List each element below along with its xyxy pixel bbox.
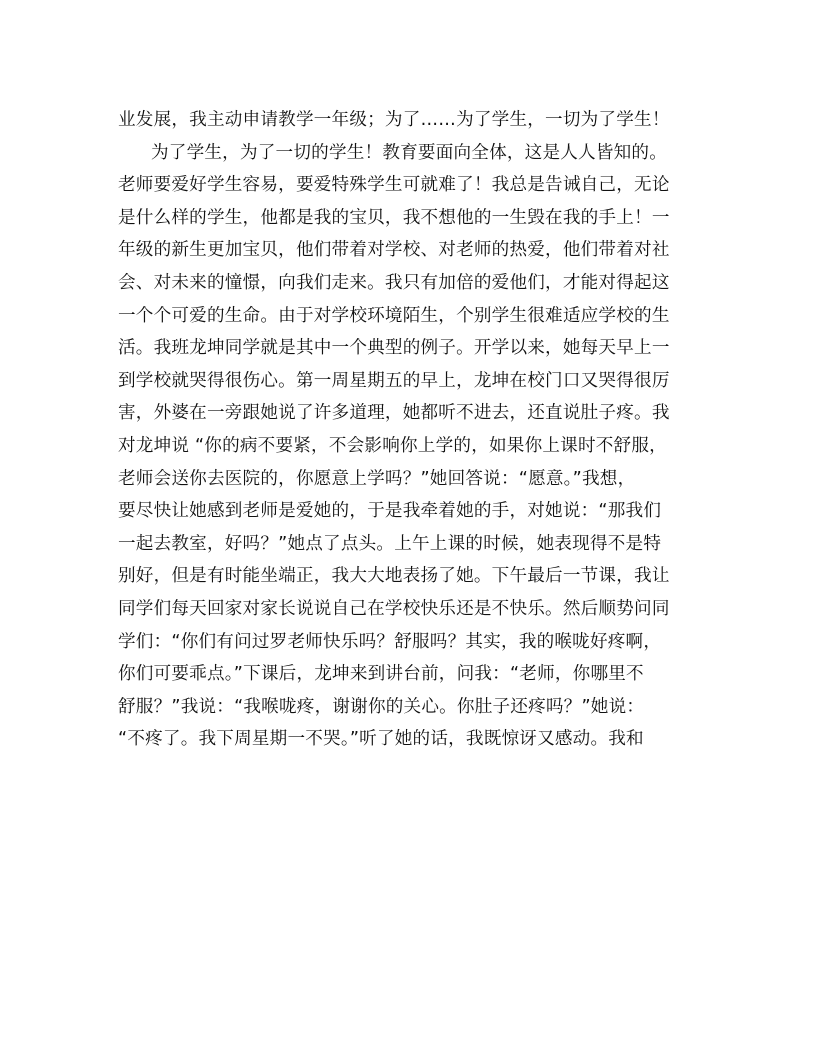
body-text	[118, 104, 708, 756]
text-line-4: 是什么样的学生，他都是我的宝贝，我不想他的一生毁在我的手上！一	[118, 207, 670, 228]
text-line-7: 一个个可爱的生命。由于对学校环境陌生，个别学生很难适应学校的生	[118, 305, 670, 326]
text-line-19: 舒服？”我说：“我喉咙疼，谢谢你的关心。你肚子还疼吗？”她说：	[118, 696, 645, 717]
text-line-12: 老师会送你去医院的，你愿意上学吗？”她回答说：“愿意。”我想，	[118, 468, 636, 489]
text-line-11: 对龙坤说 “你的病不要紧，不会影响你上学的，如果你上课时不舒服，	[118, 435, 667, 456]
text-line-10: 害，外婆在一旁跟她说了许多道理，她都听不进去，还直说肚子疼。我	[118, 403, 670, 424]
text-line-18: 你们可要乖点。”下课后，龙坤来到讲台前，问我：“老师，你哪里不	[118, 664, 644, 685]
text-line-6: 会、对未来的憧憬，向我们走来。我只有加倍的爱他们，才能对得起这	[118, 272, 670, 293]
text-line-1: 业发展，我主动申请教学一年级；为了……为了学生，一切为了学生！	[118, 110, 670, 130]
text-line-13: 要尽快让她感到老师是爱她的，于是我牵着她的手，对她说：“那我们	[118, 501, 662, 522]
text-line-5: 年级的新生更加宝贝，他们带着对学校、对老师的热爱，他们带着对社	[118, 240, 670, 261]
text-line-8: 活。我班龙坤同学就是其中一个典型的例子。开学以来，她每天早上一	[118, 338, 670, 359]
paragraph-start-line: 为了学生，为了一切的学生！教育要面向全体，这是人人皆知的。	[151, 142, 668, 163]
text-line-14: 一起去教室，好吗？”她点了点头。上午上课的时候，她表现得不是特	[118, 533, 662, 554]
text-line-9: 到学校就哭得很伤心。第一周星期五的早上，龙坤在校门口又哭得很厉	[118, 370, 670, 391]
text-line-3: 老师要爱好学生容易，要爱特殊学生可就难了！我总是告诫自己，无论	[118, 175, 670, 196]
text-line-20: “不疼了。我下周星期一不哭。”听了她的话，我既惊讶又感动。我和	[118, 729, 644, 750]
text-line-15: 别好，但是有时能坐端正，我大大地表扬了她。下午最后一节课，我让	[118, 566, 670, 587]
text-line-17: 学们：“你们有问过罗老师快乐吗？舒服吗？其实，我的喉咙好疼啊，	[118, 631, 662, 652]
text-line-16: 同学们每天回家对家长说说自己在学校快乐还是不快乐。然后顺势问同	[118, 598, 670, 619]
